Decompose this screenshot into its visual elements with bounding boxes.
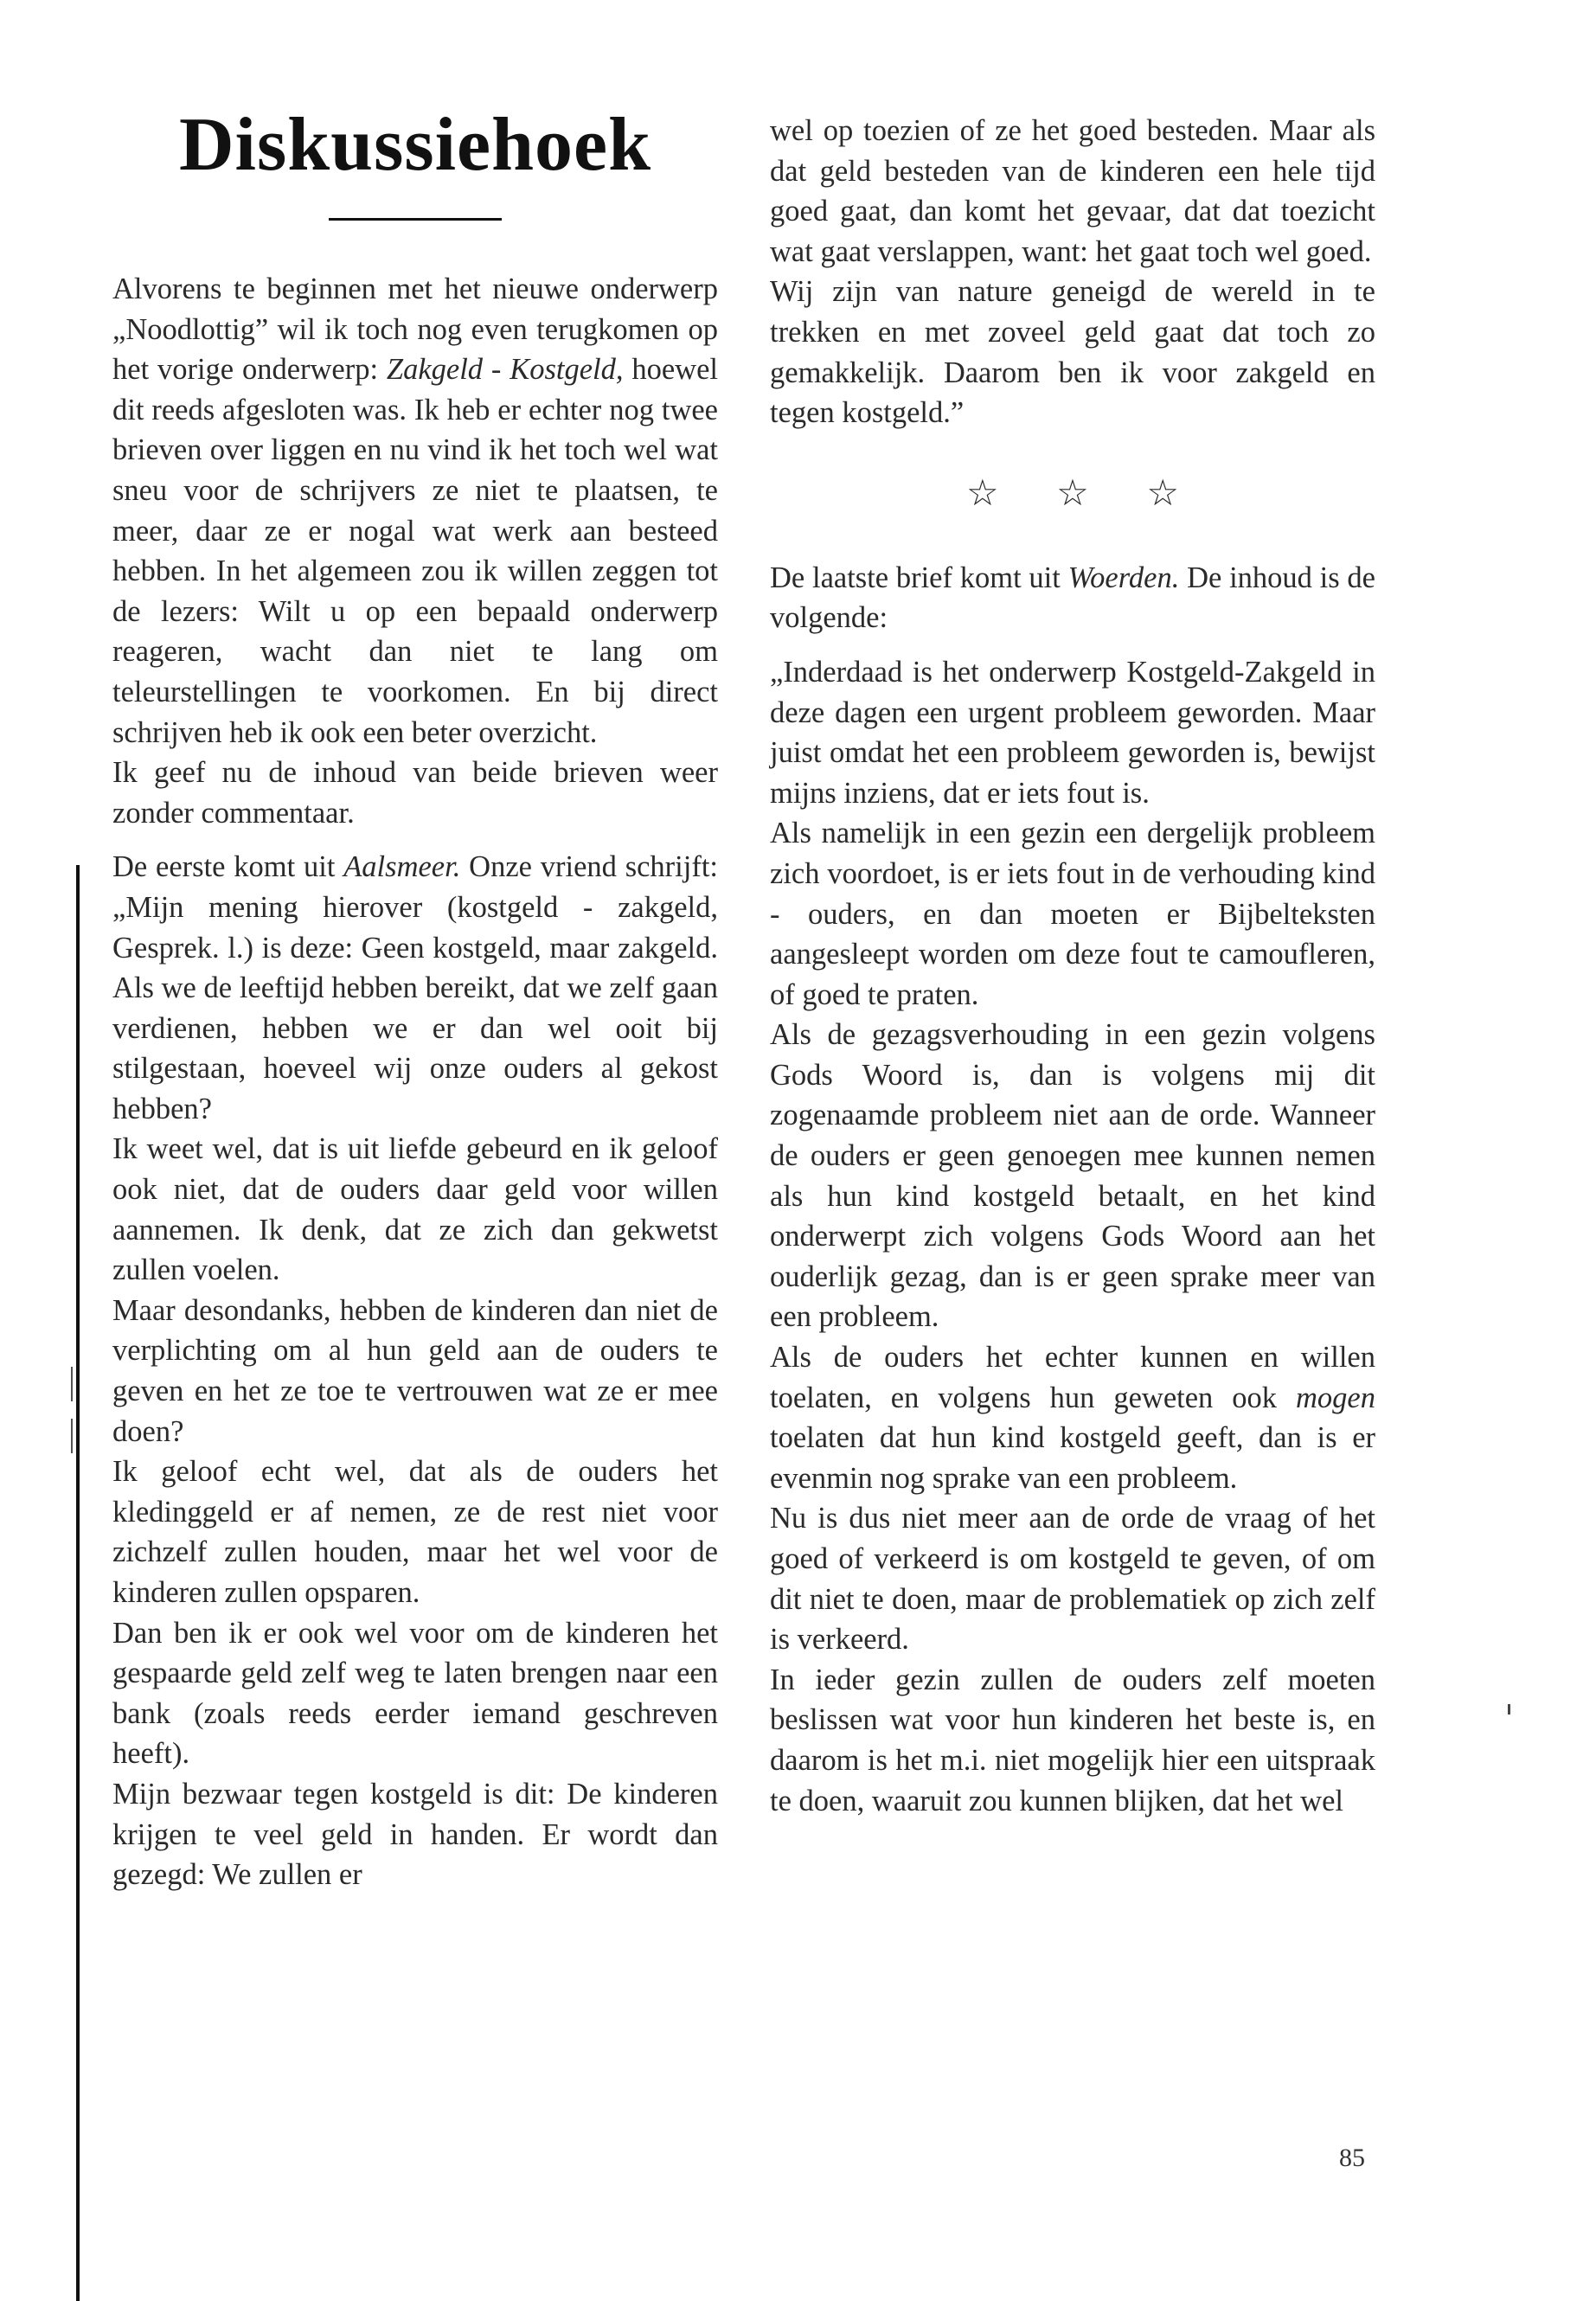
paragraph: Als de ouders het echter kunnen en willen toelaten, en volgens hun geweten ook mogen toelaten dat hun kind kostgeld geeft, dan is er evenmin nog sprake van een probleem. [770, 1341, 1375, 1495]
paragraph: In ieder gezin zullen de ouders zelf moeten beslissen wat voor hun kinderen het beste is, en daarom is het m.i. niet mogelijk hier een uitspraak te doen, waaruit zou kunnen blijken, dat het wel [770, 1663, 1375, 1817]
paragraph: wel op toezien of ze het goed besteden. Maar als dat geld besteden van de kinderen een hele tijd goed gaat, dan komt het gevaar, dat dat toezicht wat gaat verslappen, want: het gaat toch wel goed. [770, 114, 1375, 268]
binding-mark [71, 1419, 73, 1453]
binding-mark [71, 1367, 73, 1401]
paragraph: Nu is dus niet meer aan de orde de vraag of het goed of verkeerd is om kostgeld te geven, of om dit niet te doen, maar de problematiek op zich zelf is verkeerd. [770, 1502, 1375, 1657]
paragraph: De eerste komt uit Aalsmeer. Onze vriend schrijft: „Mijn mening hierover (kostgeld - zakgeld, Gesprek. l.) is deze: Geen kostgeld, maar zakgeld. Als we de leeftijd hebben bereikt, dat we zelf gaan verdienen, hebben we er dan wel ooit bij stilgestaan, hoeveel wij onze ouders al gekost hebben? [112, 850, 718, 1125]
paragraph: Als de gezagsverhouding in een gezin volgens Gods Woord is, dan is volgens mij dit zogenaamde probleem niet aan de orde. Wanneer de ouders er geen genoegen mee kunnen nemen als hun kind kostgeld betaalt, en het kind onderwerpt zich volgens Gods Woord aan het ouderlijk gezag, dan is er geen sprake meer van een probleem. [770, 1018, 1375, 1334]
paragraph: Wij zijn van nature geneigd de wereld in te trekken en met zoveel geld gaat dat toch zo gemakkelijk. Daarom ben ik voor zakgeld en tegen kostgeld.” [770, 275, 1375, 430]
paragraph: Als namelijk in een gezin een dergelijk probleem zich voordoet, is er iets fout in de verhouding kind - ouders, en dan moeten er Bijbelteksten aangesleept worden om deze fout te camoufleren, of goed te praten. [770, 817, 1375, 1011]
right-column [770, 111, 1375, 1821]
paragraph: Ik geef nu de inhoud van beide brieven weer zonder commentaar. [112, 756, 718, 830]
title-rule [329, 218, 502, 221]
paragraph: „Inderdaad is het onderwerp Kostgeld-Zakgeld in deze dagen een urgent probleem geworden. Maar juist omdat het een probleem geworden is, bewijst mijns inziens, dat er iets fout is. [770, 655, 1375, 810]
paragraph: Maar desondanks, hebben de kinderen dan niet de verplichting om al hun geld aan de ouders te geven en het ze toe te vertrouwen wat ze er mee doen? [112, 1293, 718, 1448]
paragraph: Ik weet wel, dat is uit liefde gebeurd en ik geloof ook niet, dat de ouders daar geld voor willen aannemen. Ik denk, dat ze zich dan gekwetst zullen voelen. [112, 1132, 718, 1287]
paragraph: Ik geloof echt wel, dat als de ouders het kledinggeld er af nemen, ze de rest niet voor zichzelf zullen houden, maar het wel voor de kinderen zullen opsparen. [112, 1455, 718, 1609]
margin-mark [1508, 1704, 1510, 1715]
left-column [112, 95, 718, 1895]
paragraph: Alvorens te beginnen met het nieuwe onderwerp „Noodlottig” wil ik toch nog even terugkomen op het vorige onderwerp: Zakgeld - Kostgeld, hoewel dit reeds afgesloten was. Ik heb er echter nog twee brieven over liggen en nu vind ik het toch wel wat sneu voor de schrijvers ze niet te plaatsen, te meer, daar ze er nogal wat werk aan besteed hebben. In het algemeen zou ik willen zeggen tot de lezers: Wilt u op een bepaald onderwerp reageren, wacht dan niet te lang om teleurstellingen te voorkomen. En bij direct schrijven heb ik ook een beter overzicht. [112, 272, 718, 749]
paragraph: Mijn bezwaar tegen kostgeld is dit: De kinderen krijgen te veel geld in handen. Er wordt dan gezegd: We zullen er [112, 1777, 718, 1892]
page-number: 85 [1339, 2144, 1365, 2172]
paragraph: Dan ben ik er ook wel voor om de kinderen het gespaarde geld zelf weg te laten brengen naar een bank (zoals reeds eerder iemand geschreven heeft). [112, 1616, 718, 1771]
section-divider-stars: ☆ ☆ ☆ [966, 473, 1203, 514]
paragraph: De laatste brief komt uit Woerden. De inhoud is de volgende: [770, 561, 1375, 635]
page-binding-edge [76, 865, 80, 2301]
page-title: Diskussiehoek [178, 103, 652, 187]
